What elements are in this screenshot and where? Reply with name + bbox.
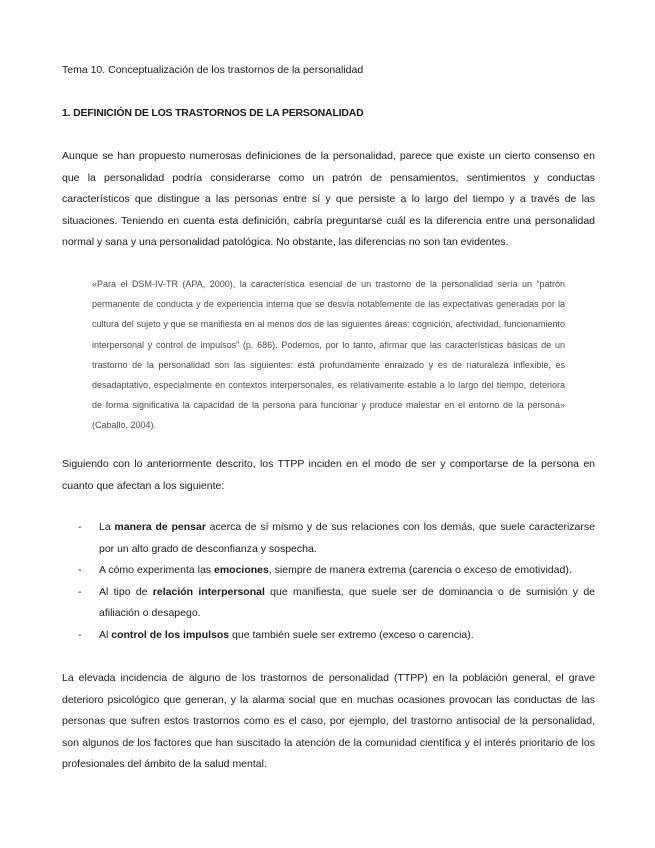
list-item-text: acerca de sí mismo y de sus relaciones con los demás, que suele caracterizarse por un alto grado de desconfianza y sospecha. <box>99 521 595 555</box>
list-item-text: que manifiesta, que suele ser de dominancia o de sumisión y de afiliación o desapego. <box>99 585 596 619</box>
list-item-emphasis: emociones <box>213 564 269 576</box>
bullet-dash: - <box>78 521 82 533</box>
list-item <box>62 517 595 560</box>
bullet-dash: - <box>78 628 82 641</box>
document-header: Tema 10. Conceptualización de los trastornos de la personalidad <box>62 64 364 76</box>
list-item-text: Al tipo de <box>99 585 153 598</box>
list-item <box>62 560 595 582</box>
list-item <box>62 625 595 647</box>
bullet-list <box>62 517 595 646</box>
block-quote: «Para el DSM-IV-TR (APA, 2000), la característica esencial de un trastorno de la personalidad sería un “patrón permanente de conducta y de experiencia interna que se desvía notablemente de las expectativas generadas por la cultura del sujeto y que se manifiesta en al menos dos de las siguientes áreas: cognición, afectividad, funcionamiento interpersonal y control de impulsos” (p. 686). Podemos, por lo tanto, afirmar que las características básicas de un trastorno de la personalidad son las siguientes: está profundamente enraizado y es de naturaleza inflexible, es desadaptativo, especialmente en contextos interpersonales, es relativamente estable a lo largo del tiempo, deteriora de forma significativa la capacidad de la persona para funcionar y produce malestar en el entorno de la persona» (Caballo, 2004). <box>92 279 565 431</box>
paragraph-ttpp: Siguiendo con lo anteriormente descrito, los TTPP inciden en el modo de ser y comportarse de la persona en cuanto que afectan a los siguiente: <box>62 458 595 492</box>
list-item-emphasis: manera de pensar <box>114 521 206 533</box>
paragraph-incidence: La elevada incidencia de alguno de los trastornos de personalidad (TTPP) en la población general, el grave deterioro psicológico que generan, y la alarma social que en muchas ocasiones provocan las conductas de las personas que sufren estos trastornos como es el caso, por ejemplo, del trastorno antisocial de la personalidad, son algunos de los factores que han suscitado la atención de la comunidad científica y el interés prioritario de los profesionales del ámbito de la salud mental. <box>62 672 595 770</box>
bullet-dash: - <box>78 564 82 576</box>
paragraph-intro: Aunque se han propuesto numerosas definiciones de la personalidad, parece que existe un cierto consenso en que la personalidad podría considerarse como un patrón de pensamientos, sentimientos y conductas característicos que distingue a las personas entre sí y que persiste a lo largo del tiempo y a través de las situaciones. Teniendo en cuenta esta definición, cabría preguntarse cuál es la diferencia entre una personalidad normal y sana y una personalidad patológica. No obstante, las diferencias no son tan evidentes. <box>62 150 595 248</box>
list-item-text: A cómo experimenta las <box>99 564 214 576</box>
list-item-text: Al <box>99 628 112 641</box>
list-item-emphasis: relación interpersonal <box>152 585 265 598</box>
list-item-text: La <box>99 521 115 533</box>
list-item-emphasis: control de los impulsos <box>111 628 230 641</box>
bullet-dash: - <box>78 585 82 598</box>
list-item <box>62 582 595 625</box>
list-item-text: que también suele ser extremo (exceso o carencia). <box>229 628 474 641</box>
section-title: 1. DEFINICIÓN DE LOS TRASTORNOS DE LA PERSONALIDAD <box>62 107 364 119</box>
list-item-text: , siempre de manera extrema (carencia o exceso de emotividad). <box>268 564 572 576</box>
